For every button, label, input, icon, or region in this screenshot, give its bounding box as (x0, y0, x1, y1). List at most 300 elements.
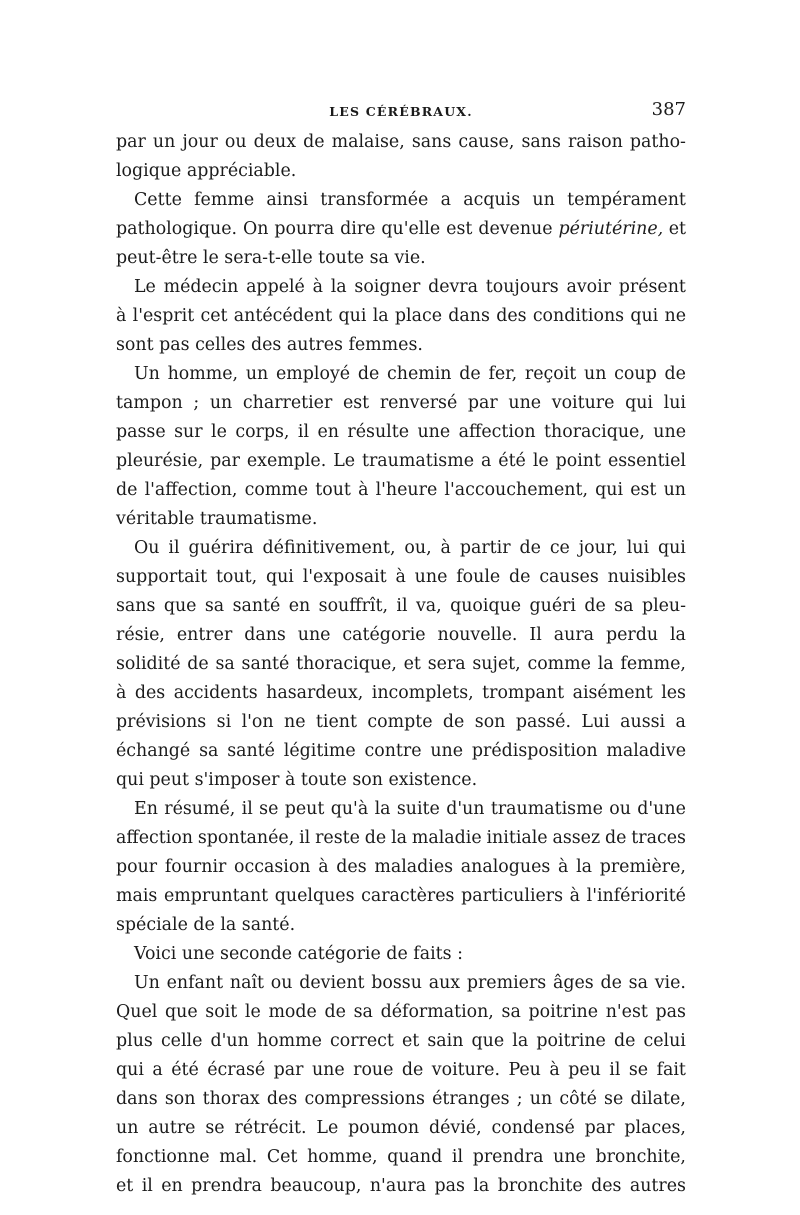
word: fer, (488, 364, 518, 384)
word: santé (241, 654, 290, 674)
word: est (342, 393, 370, 413)
word: se (604, 1089, 624, 1109)
word: se (259, 799, 279, 819)
word: pourra (274, 219, 335, 239)
word: maladive (606, 741, 686, 761)
word: prendra (472, 1147, 544, 1167)
word: de (442, 712, 465, 732)
word: mal. (219, 1147, 258, 1167)
word: acquis (463, 190, 521, 210)
word: il (299, 828, 311, 848)
word: quand (387, 1147, 443, 1167)
text-line (116, 534, 686, 563)
word: catégorie (342, 625, 426, 645)
word: autre (148, 1118, 196, 1138)
word: devenue (478, 219, 553, 239)
text-line (116, 853, 686, 882)
line-text: sont pas celles des autres femmes. (116, 335, 423, 355)
word: coup (614, 364, 657, 384)
word: sa (353, 1002, 373, 1022)
word: il (141, 1176, 153, 1196)
word: devra (428, 277, 478, 297)
word: côté (559, 1089, 597, 1109)
word: ou (609, 799, 631, 819)
running-head (116, 96, 686, 126)
word: son (474, 712, 506, 732)
word: à (116, 306, 127, 326)
word: ainsi (266, 190, 309, 210)
word: des (266, 1089, 298, 1109)
word: sujet, (472, 654, 521, 674)
word: trompant (482, 683, 565, 703)
word: que (163, 596, 197, 616)
word: a (440, 190, 451, 210)
text-line (116, 215, 686, 244)
word: tout, (215, 567, 258, 587)
text-line (116, 389, 686, 418)
word: appelé (246, 277, 305, 297)
word: en (317, 422, 339, 442)
word: sa (501, 1002, 521, 1022)
word: qu'elle (381, 219, 441, 239)
word: Lui (581, 712, 610, 732)
word: par (273, 1060, 304, 1080)
word: de (303, 132, 325, 152)
word: que (164, 1002, 198, 1022)
line-text: peut-être le sera-t-elle toute sa vie. (116, 248, 426, 268)
word: jour (182, 132, 218, 152)
word: compte (367, 712, 433, 732)
word: ou (224, 132, 247, 152)
word: première, (599, 857, 686, 877)
word: soigner (354, 277, 421, 297)
word: transformée (320, 190, 429, 210)
word: la (330, 277, 347, 297)
word: un (663, 480, 686, 500)
word: particuliers (461, 886, 564, 906)
word: le (244, 1002, 261, 1022)
word: vie. (654, 973, 686, 993)
word: qui (630, 306, 659, 326)
word: n'est (605, 1002, 648, 1022)
word: des (496, 306, 527, 326)
word: malaise, (331, 132, 405, 152)
word: par (210, 451, 240, 471)
word: analogues (460, 857, 551, 877)
word: qu'à (330, 799, 369, 819)
text-line (116, 418, 686, 447)
word: femme (194, 190, 255, 210)
word: la (374, 799, 391, 819)
word: Un (134, 364, 160, 384)
word: pas (655, 1002, 686, 1022)
word: Il (529, 625, 542, 645)
page-number: 387 (651, 99, 686, 120)
word: par (116, 132, 146, 152)
text-line (116, 766, 686, 795)
word: il (241, 799, 253, 819)
italic-word-group (558, 215, 686, 244)
word: empruntant (163, 886, 269, 906)
word: sain (427, 1031, 464, 1051)
word: Le (316, 1118, 339, 1138)
word: qui (116, 1060, 144, 1080)
text-line (116, 186, 686, 215)
word: qui (657, 538, 686, 558)
text-line (116, 360, 686, 389)
word: peu (568, 1060, 601, 1080)
word: et (116, 1176, 134, 1196)
word: sa (199, 741, 219, 761)
word: sa (614, 596, 634, 616)
word: résulte (347, 422, 409, 442)
word: place (394, 306, 443, 326)
word: prédisposition (471, 741, 598, 761)
word: dévié, (428, 1118, 482, 1138)
word: médecin (163, 277, 239, 297)
word: thoracique, (296, 654, 397, 674)
word: l'exposait (302, 567, 387, 587)
word: poitrine (528, 1002, 599, 1022)
word: été (498, 451, 526, 471)
word: thorax (202, 1089, 260, 1109)
word: se (205, 1118, 225, 1138)
word: n'aura (369, 1176, 427, 1196)
word: dilate, (630, 1089, 686, 1109)
word: plus (116, 1031, 153, 1051)
word: un (152, 132, 176, 152)
word: la (576, 857, 593, 877)
text-line (116, 940, 686, 969)
word: de (613, 1031, 636, 1051)
word: fait (656, 1060, 686, 1080)
word: lui (626, 538, 650, 558)
word: ; (193, 393, 200, 413)
word: l'esprit (132, 306, 195, 326)
word: renversé (379, 393, 458, 413)
word: et (403, 654, 421, 674)
word: légitime (283, 741, 356, 761)
word: dans (116, 1089, 158, 1109)
text-line (116, 1085, 686, 1114)
word: entrer (176, 625, 233, 645)
text-line (116, 882, 686, 911)
word: nuisibles (607, 567, 686, 587)
word: bronchite (497, 1176, 583, 1196)
word: quelques (274, 886, 355, 906)
word: la (512, 1031, 529, 1051)
word: accidents (173, 683, 258, 703)
word: ne (284, 712, 306, 732)
word: tout (315, 480, 351, 500)
word: âges (552, 973, 594, 993)
word: déformation, (380, 1002, 494, 1022)
word: pathologique. (116, 219, 238, 239)
word: passe (116, 422, 166, 442)
word: sur (174, 422, 203, 442)
word: Cet (266, 1147, 298, 1167)
word: On (242, 219, 269, 239)
word: mode (268, 1002, 317, 1022)
word: cause, (458, 132, 515, 152)
line-text: véritable traumatisme. (116, 509, 318, 529)
word: santé (227, 741, 275, 761)
word: il (396, 596, 408, 616)
word: incomplets, (371, 683, 474, 703)
text-line (116, 476, 686, 505)
word: devient (299, 973, 365, 993)
word: de (364, 828, 387, 848)
italic-word: périutérine, (558, 219, 664, 239)
word: assez (552, 828, 601, 848)
word: le (532, 451, 549, 471)
word: caractères (361, 886, 455, 906)
word: à (549, 1060, 560, 1080)
word: corps, (235, 422, 290, 442)
word: souffrît, (318, 596, 388, 616)
word: sans (116, 596, 156, 616)
line-text: logique appréciable. (116, 161, 297, 181)
word: la (391, 828, 407, 848)
word: ou (270, 973, 293, 993)
word: dire (340, 219, 376, 239)
word: chemin (387, 364, 452, 384)
word: employé (276, 364, 351, 384)
word: de (324, 1002, 346, 1022)
word: ; (516, 1089, 523, 1109)
word: à (569, 886, 581, 906)
word: une (417, 422, 451, 442)
word: thoracique, (544, 422, 645, 442)
word: il (451, 1147, 464, 1167)
word: homme, (167, 364, 239, 384)
word: maladie (411, 828, 482, 848)
word: qui (595, 480, 624, 500)
word: une (414, 567, 448, 587)
word: de (401, 1060, 424, 1080)
word: comme (244, 480, 309, 500)
body-text (116, 128, 686, 1201)
text-line (116, 302, 686, 331)
word: autres (629, 1176, 686, 1196)
word: si (216, 712, 232, 732)
word: sera (427, 654, 466, 674)
word: il (297, 422, 310, 442)
word: voiture (551, 393, 615, 413)
word: mais (116, 886, 158, 906)
text-line (116, 592, 686, 621)
word: a (152, 1060, 163, 1080)
text-line (116, 998, 686, 1027)
word: point (555, 451, 601, 471)
word: la (669, 625, 686, 645)
word: lui (663, 393, 686, 413)
text-line (116, 1056, 686, 1085)
text-line (116, 1027, 686, 1056)
word: aura (553, 625, 595, 645)
word: d'un (210, 1031, 249, 1051)
text-line (116, 1114, 686, 1143)
word: supportait (116, 567, 208, 587)
text-line (116, 1143, 686, 1172)
word: un (245, 364, 269, 384)
word: Cette (134, 190, 182, 210)
word: guéri (529, 596, 576, 616)
word: la (473, 1176, 490, 1196)
word: de (664, 364, 686, 384)
word: pleu- (641, 596, 686, 616)
word: l'on (241, 712, 274, 732)
word: compressions (304, 1089, 425, 1109)
word: à (395, 567, 406, 587)
word: une (297, 625, 331, 645)
word: des (134, 683, 166, 703)
word: sa (204, 596, 225, 616)
word: une (430, 741, 464, 761)
word: se (628, 1060, 649, 1080)
word: dans (448, 306, 490, 326)
word: et (663, 219, 686, 239)
word: sa (215, 654, 235, 674)
word: foule (456, 567, 501, 587)
word: prendra (191, 1176, 262, 1196)
word: jour, (578, 538, 618, 558)
word: le (211, 422, 227, 442)
word: reste (315, 828, 360, 848)
text-line (116, 679, 686, 708)
word: un (532, 190, 555, 210)
word: a (480, 451, 492, 471)
word: Peu (508, 1060, 541, 1080)
word: cet (200, 306, 228, 326)
word: de (459, 364, 481, 384)
word: par (584, 1118, 615, 1138)
word: aisément (572, 683, 653, 703)
word: soit (205, 1002, 238, 1022)
word: santé (232, 596, 281, 616)
text-line (116, 795, 686, 824)
word: résie, (116, 625, 165, 645)
word: a (675, 712, 686, 732)
word: pleurésie, (116, 451, 204, 471)
word: de (519, 538, 541, 558)
word: rétrécit. (234, 1118, 307, 1138)
word: de (600, 973, 622, 993)
word: raison (567, 132, 623, 152)
word: par (467, 393, 498, 413)
text-line (116, 969, 686, 998)
word: essentiel (607, 451, 686, 471)
word: enfant (166, 973, 224, 993)
word: naît (229, 973, 265, 993)
word: pour (116, 857, 158, 877)
word: affection (116, 828, 193, 848)
word: son (164, 1089, 196, 1109)
word: maladies (374, 857, 454, 877)
word: qui (625, 393, 653, 413)
word: deux (253, 132, 297, 152)
word: à (558, 857, 569, 877)
text-line (116, 244, 686, 273)
word: En (134, 799, 158, 819)
word: aussi (620, 712, 666, 732)
word: ou, (404, 538, 432, 558)
word: qui (338, 306, 367, 326)
word: contre (364, 741, 422, 761)
word: une (311, 1060, 345, 1080)
word: dans (244, 625, 286, 645)
running-title: LES CÉRÉBRAUX. (329, 104, 473, 119)
word: bronchite, (595, 1147, 686, 1167)
word: affection (458, 422, 536, 442)
text-line (116, 273, 686, 302)
word: suite (396, 799, 440, 819)
word: définitivement, (262, 538, 396, 558)
word: l'heure (375, 480, 438, 500)
word: d'un (446, 799, 485, 819)
word: la (372, 306, 389, 326)
line-text: qui peut s'imposer à toute son existence. (116, 770, 478, 790)
word: échangé (116, 741, 191, 761)
word: bossu (371, 973, 422, 993)
word: celle (160, 1031, 203, 1051)
word: de (187, 654, 209, 674)
word: tient (315, 712, 357, 732)
word: tampon (116, 393, 183, 413)
word: que (471, 1031, 505, 1051)
word: quoique (450, 596, 522, 616)
word: roue (353, 1060, 394, 1080)
word: Quel (116, 1002, 158, 1022)
word: est (446, 219, 473, 239)
word: homme (256, 1031, 322, 1051)
word: exemple. (246, 451, 327, 471)
word: à (312, 277, 323, 297)
word: de (357, 364, 380, 384)
word: comme (527, 654, 591, 674)
text-line (116, 911, 686, 940)
word: traces (631, 828, 686, 848)
line-text: Voici une seconde catégorie de faits : (134, 944, 463, 964)
text-line (116, 824, 686, 853)
text-line (116, 157, 686, 186)
word: il (168, 538, 180, 558)
word: un (584, 364, 607, 384)
text-line (116, 447, 686, 476)
text-line (116, 505, 686, 534)
word: d'une (637, 799, 686, 819)
word: traumatisme (490, 799, 603, 819)
word: hasardeux, (266, 683, 364, 703)
word: toujours (485, 277, 559, 297)
word: reçoit (524, 364, 577, 384)
word: été (171, 1060, 199, 1080)
word: femme, (620, 654, 686, 674)
line-text: spéciale de la santé. (116, 915, 296, 935)
text-line (116, 563, 686, 592)
word: solidité (116, 654, 181, 674)
word: prévisions (116, 712, 207, 732)
word: va, (415, 596, 442, 616)
word: l'infériorité (586, 886, 686, 906)
word: de (509, 567, 531, 587)
word: de (584, 596, 606, 616)
word: sans (411, 132, 452, 152)
word: conditions (532, 306, 625, 326)
word: initiale (486, 828, 548, 848)
word: guérira (188, 538, 254, 558)
word: sa (628, 973, 648, 993)
